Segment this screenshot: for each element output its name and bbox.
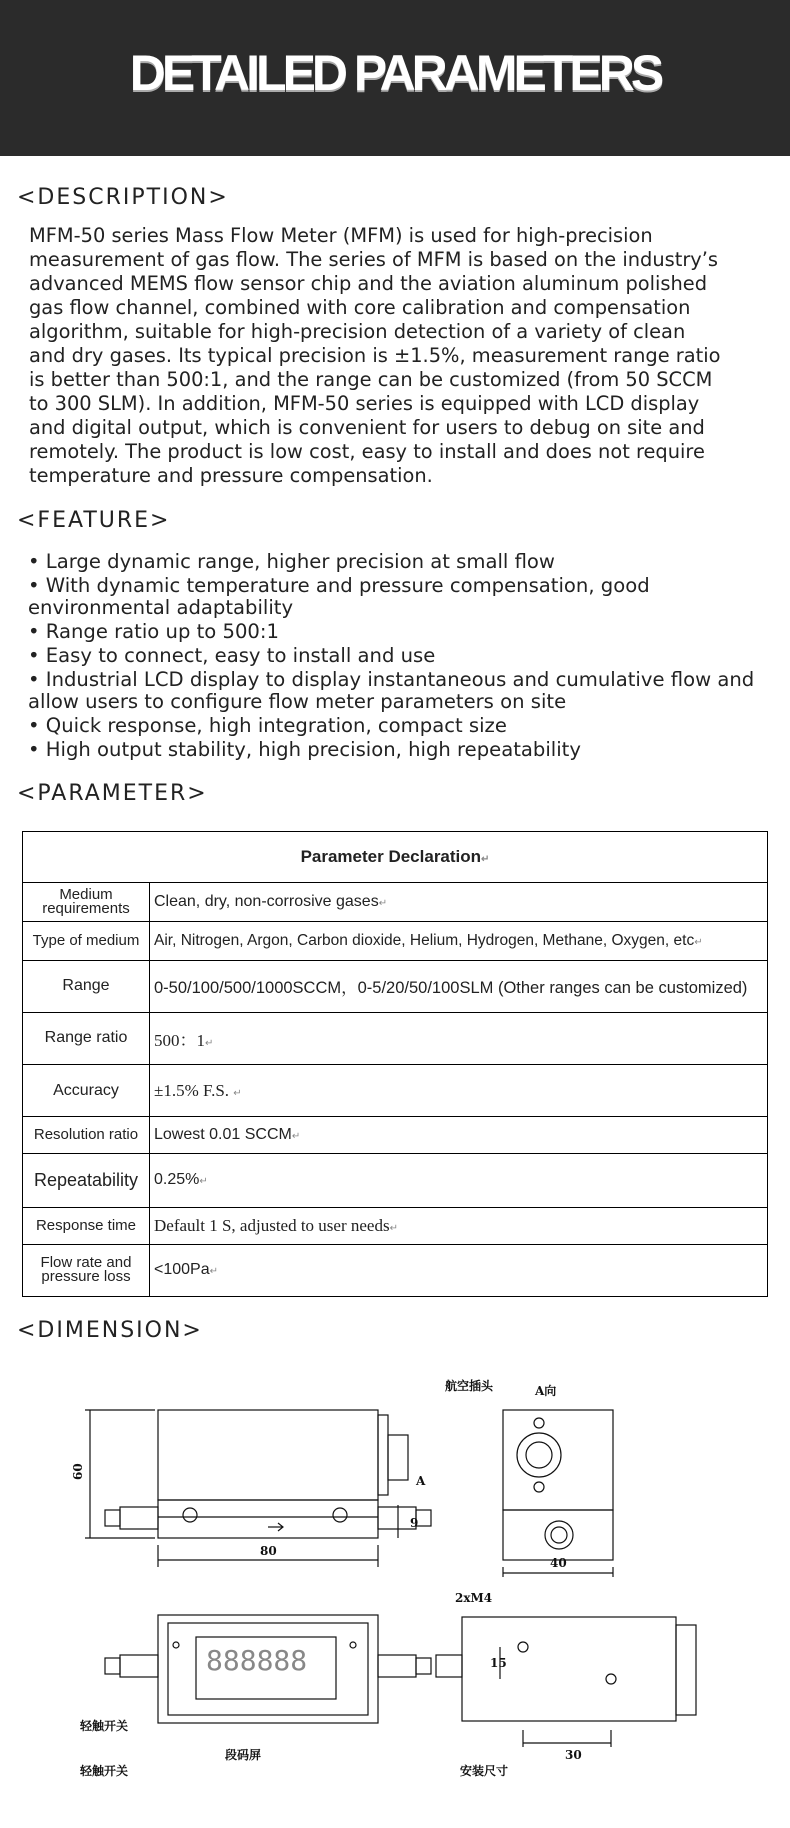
parameter-table <box>22 831 768 1297</box>
lcd-label: 段码屏 <box>225 1748 262 1762</box>
front-body <box>158 1410 378 1500</box>
description-line: and dry gases. Its typical precision is ±1.5%, measurement range ratio <box>29 344 721 367</box>
table-row <box>23 960 768 1012</box>
page-title: DETAILED PARAMETERS <box>129 45 661 101</box>
param-label: Medium requirements <box>23 883 150 922</box>
feature-item: • Industrial LCD display to display instantaneous and cumulative flow and allow users to configure flow meter parameters on site <box>28 668 755 713</box>
mount-label: 安装尺寸 <box>460 1764 509 1778</box>
dim-width: 80 <box>260 1544 277 1558</box>
description-line: advanced MEMS flow sensor chip and the aviation aluminum polished <box>29 272 708 295</box>
table-row <box>23 883 768 922</box>
param-label: Range ratio <box>23 1012 150 1064</box>
view-arrow-label: A <box>416 1474 426 1488</box>
param-value: Clean, dry, non-corrosive gases↵ <box>150 883 768 922</box>
lcd-digits <box>206 1644 307 1677</box>
param-value: 0-50/100/500/1000SCCM，0-5/20/50/100SLM (Other ranges can be customized) <box>150 960 768 1012</box>
param-value: Air, Nitrogen, Argon, Carbon dioxide, Helium, Hydrogen, Methane, Oxygen, etc↵ <box>150 922 768 960</box>
section-title-feature: <FEATURE> <box>17 508 171 533</box>
button-label-1: 轻触开关 <box>80 1719 129 1733</box>
param-label: Type of medium <box>23 922 150 960</box>
description-line: is better than 500:1, and the range can be customized (from 50 SCCM <box>29 368 713 391</box>
dim-depth: 40 <box>550 1556 567 1570</box>
description-line: and digital output, which is convenient for users to debug on site and <box>29 416 705 439</box>
param-label: Resolution ratio <box>23 1117 150 1154</box>
view-label: A向 <box>535 1384 557 1398</box>
feature-item: • Easy to connect, easy to install and use <box>28 644 436 667</box>
param-value: Lowest 0.01 SCCM↵ <box>150 1117 768 1154</box>
table-row <box>23 1154 768 1207</box>
description-line: gas flow channel, combined with core calibration and compensation <box>29 296 691 319</box>
param-value: 0.25%↵ <box>150 1154 768 1207</box>
dim-height: 60 <box>71 1463 85 1480</box>
table-row <box>23 1012 768 1064</box>
description-line: temperature and pressure compensation. <box>29 464 433 487</box>
section-title-parameter: <PARAMETER> <box>17 781 208 806</box>
table-row <box>23 1117 768 1154</box>
side-body <box>503 1410 613 1510</box>
table-row <box>23 1207 768 1244</box>
description-line: MFM-50 series Mass Flow Meter (MFM) is used for high-precision <box>29 224 653 247</box>
param-label: Range <box>23 960 150 1012</box>
param-value: <100Pa↵ <box>150 1244 768 1296</box>
dim-small: 9 <box>410 1516 419 1530</box>
connector-socket <box>517 1433 561 1477</box>
feature-item: • Range ratio up to 500:1 <box>28 620 279 643</box>
dim-hole-h: 30 <box>565 1748 582 1762</box>
description-line: to 300 SLM). In addition, MFM-50 series is equipped with LCD display <box>29 392 700 415</box>
param-value: Default 1 S, adjusted to user needs↵ <box>150 1207 768 1244</box>
side-base <box>503 1510 613 1560</box>
section-title-description: <DESCRIPTION> <box>17 185 229 210</box>
feature-list <box>28 551 773 763</box>
feature-item: • High output stability, high precision, high repeatability <box>28 738 581 761</box>
param-value: ±1.5% F.S. ↵ <box>150 1064 768 1116</box>
description-line: algorithm, suitable for high-precision detection of a variety of clean <box>29 320 686 343</box>
param-label: Repeatability <box>23 1154 150 1207</box>
feature-item: • With dynamic temperature and pressure compensation, good environmental adaptability <box>28 574 650 619</box>
table-row <box>23 1244 768 1296</box>
connector-label: 航空插头 <box>445 1379 494 1393</box>
section-title-dimension: <DIMENSION> <box>17 1318 203 1343</box>
dim-hole-v: 15 <box>490 1656 507 1670</box>
param-label: Response time <box>23 1207 150 1244</box>
svg-text:888888: 888888 <box>206 1644 308 1677</box>
param-label: Flow rate and pressure loss <box>23 1244 150 1296</box>
dimension-drawing <box>60 1345 760 1805</box>
param-label: Accuracy <box>23 1064 150 1116</box>
feature-item: • Large dynamic range, higher precision at small flow <box>28 550 555 573</box>
header-banner <box>0 0 790 156</box>
button-label-2: 轻触开关 <box>80 1764 129 1778</box>
feature-item: • Quick response, high integration, compact size <box>28 714 507 737</box>
table-row <box>23 922 768 960</box>
description-line: measurement of gas flow. The series of MFM is based on the industry’s <box>29 248 719 271</box>
description-line: remotely. The product is low cost, easy to install and does not require <box>29 440 705 463</box>
table-header: Parameter Declaration↵ <box>23 832 768 883</box>
param-value: 500：1↵ <box>150 1012 768 1064</box>
screw-label: 2xM4 <box>455 1591 493 1605</box>
table-row <box>23 1064 768 1116</box>
description-text <box>29 224 769 488</box>
